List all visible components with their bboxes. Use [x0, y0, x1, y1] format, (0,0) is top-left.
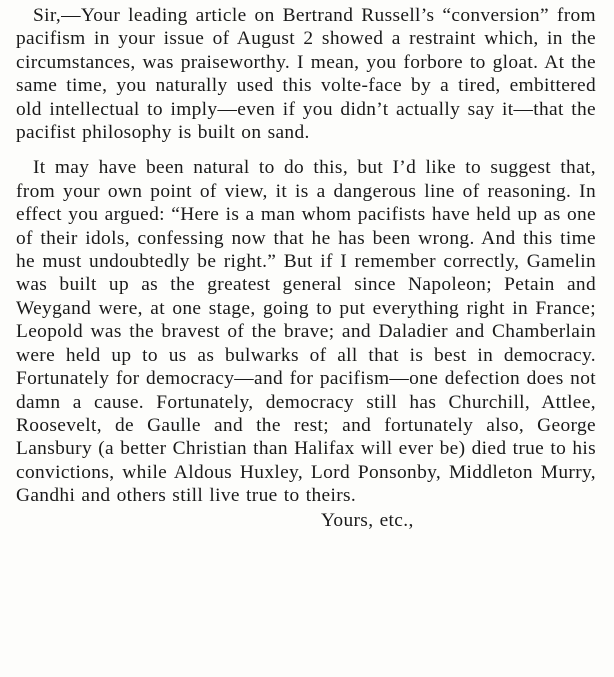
- letter-to-editor: [16, 4, 596, 532]
- letter-paragraph-2: It may have been natural to do this, but I’d like to suggest that, from your own point of view, it is a dangerous line of reasoning. In effect you argued: “Here is a man whom pacifists have held up as one of their idols, confessing now that he has been wrong. And this time he must undoubtedly be right.” But if I remember correctly, Gamelin was built up as the greatest general since Napoleon; Petain and Weygand were, at one stage, going to put everything right in France; Leopold was the bravest of the brave; and Daladier and Chamberlain were held up to us as bulwarks of all that is best in democracy. Fortunately for democracy—and for pacifism—one defection does not damn a cause. Fortunately, democracy still has Churchill, Attlee, Roosevelt, de Gaulle and the rest; and fortunately also, George Lansbury (a better Christian than Halifax will ever be) died true to his convictions, while Aldous Huxley, Lord Ponsonby, Middleton Murry, Gandhi and others still live true to theirs.: [16, 157, 596, 507]
- letter-closing: Yours, etc.,: [321, 509, 414, 531]
- letter-paragraph-1: Sir,—Your leading article on Bertrand Russell’s “conversion” from pacifism in your issue of August 2 showed a restraint which, in the circumstances, was praiseworthy. I mean, you forbore to gloat. At the same time, you naturally used this volte-face by a tired, embittered old intellectual to imply—even if you didn’t actually say it—that the pacifist philosophy is built on sand.: [16, 5, 596, 144]
